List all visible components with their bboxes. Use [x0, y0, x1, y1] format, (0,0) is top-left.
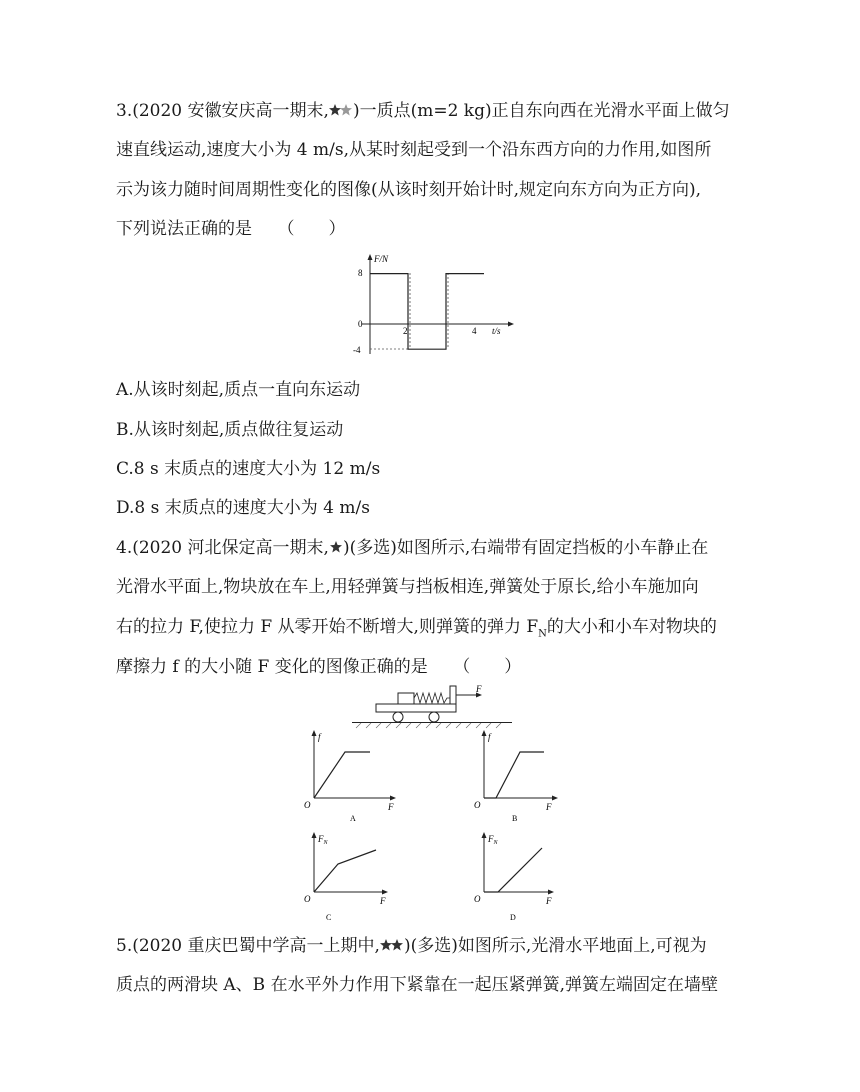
graph-c-curve — [314, 850, 376, 892]
graph-a-xlabel: F — [388, 802, 394, 812]
q3-line-3: 示为该力随时间周期性变化的图像(从该时刻开始计时,规定向东方向为正方向), — [116, 180, 702, 200]
q5-line-1 — [116, 935, 707, 957]
y-tick-8: 8 — [358, 268, 363, 278]
difficulty-stars-icon — [380, 938, 404, 952]
y-axis-arrow — [368, 254, 373, 260]
cart-wheel-right — [429, 712, 439, 722]
graph-a-ylabel: f — [318, 732, 321, 742]
difficulty-stars-icon — [329, 103, 353, 117]
q3-option-d: D.8 s 末质点的速度大小为 4 m/s — [116, 498, 370, 518]
graph-d-origin: O — [474, 894, 481, 904]
graph-a-label: A — [350, 814, 356, 823]
q3-option-b: B.从该时刻起,质点做往复运动 — [116, 420, 344, 440]
graph-c-origin: O — [304, 894, 311, 904]
q4-line-2: 光滑水平面上,物块放在车上,用轻弹簧与挡板相连,弹簧处于原长,给小车施加向 — [116, 577, 699, 597]
q3-force-time-chart — [340, 250, 520, 362]
graph-c — [300, 830, 400, 925]
cart-spring-figure — [352, 682, 512, 730]
y-tick-0: 0 — [358, 319, 363, 329]
q3-stem-rest: )一质点(m=2 kg)正自东向西在光滑水平面上做匀 — [352, 101, 730, 121]
q4-line3-rest: 的大小和小车对物块的 — [546, 617, 717, 637]
q5-line-2: 质点的两滑块 A、B 在水平外力作用下紧靠在一起压紧弹簧,弹簧左端固定在墙壁 — [116, 975, 718, 995]
q5-stem-rest: )(多选)如图所示,光滑水平地面上,可视为 — [403, 936, 707, 956]
q3-stem-start: 3.(2020 安徽安庆高一期末, — [116, 101, 329, 121]
graph-d-ylabel: $F_N$ — [488, 834, 498, 846]
graph-b-origin: O — [474, 800, 481, 810]
x-axis-label: t/s — [492, 326, 501, 336]
graph-b-ylabel: f — [488, 732, 491, 742]
x-tick-4: 4 — [472, 326, 477, 336]
cart-body — [376, 704, 456, 712]
graph-d-xlabel: F — [546, 896, 552, 906]
x-tick-2: 2 — [403, 326, 408, 336]
q3-option-c: C.8 s 末质点的速度大小为 12 m/s — [116, 459, 381, 479]
cart-wheel-left — [393, 712, 403, 722]
x-axis-arrow — [508, 322, 514, 327]
cart-baffle — [450, 686, 456, 704]
graph-b-curve — [484, 752, 544, 798]
spring — [414, 693, 450, 703]
q4-line-4: 摩擦力 f 的大小随 F 变化的图像正确的是 （ ） — [116, 657, 522, 677]
q4-stem-rest: )(多选)如图所示,右端带有固定挡板的小车静止在 — [342, 538, 709, 558]
q3-line-2: 速直线运动,速度大小为 4 m/s,从某时刻起受到一个沿东西方向的力作用,如图所 — [116, 140, 712, 160]
y-tick-neg4: -4 — [353, 345, 361, 355]
graph-d — [470, 830, 570, 925]
q5-stem-start: 5.(2020 重庆巴蜀中学高一上期中, — [116, 936, 380, 956]
graph-b — [470, 728, 570, 823]
force-label: F — [476, 684, 482, 694]
graph-b-xlabel: F — [546, 802, 552, 812]
graph-c-label: C — [326, 913, 332, 922]
graph-d-curve — [484, 848, 542, 892]
y-axis-label: F/N — [374, 254, 389, 264]
difficulty-star-icon — [329, 540, 343, 554]
graph-b-label: B — [512, 814, 518, 823]
fn-subscript: N — [538, 628, 547, 640]
q3-option-a: A.从该时刻起,质点一直向东运动 — [116, 380, 361, 400]
graph-a — [300, 728, 400, 823]
graph-d-label: D — [510, 913, 516, 922]
q4-line-1 — [116, 537, 708, 559]
force-series-line — [370, 274, 484, 350]
graph-a-origin: O — [304, 800, 311, 810]
q4-line3-start: 右的拉力 F,使拉力 F 从零开始不断增大,则弹簧的弹力 F — [116, 617, 539, 637]
q3-line-1 — [116, 100, 730, 122]
graph-c-xlabel: F — [380, 896, 386, 906]
block — [398, 693, 414, 704]
q3-line-4: 下列说法正确的是 （ ） — [116, 219, 346, 239]
q4-line-3 — [116, 616, 717, 645]
graph-c-ylabel: $F_N$ — [318, 834, 328, 846]
graph-a-curve — [314, 752, 370, 798]
q4-stem-start: 4.(2020 河北保定高一期末, — [116, 538, 329, 558]
